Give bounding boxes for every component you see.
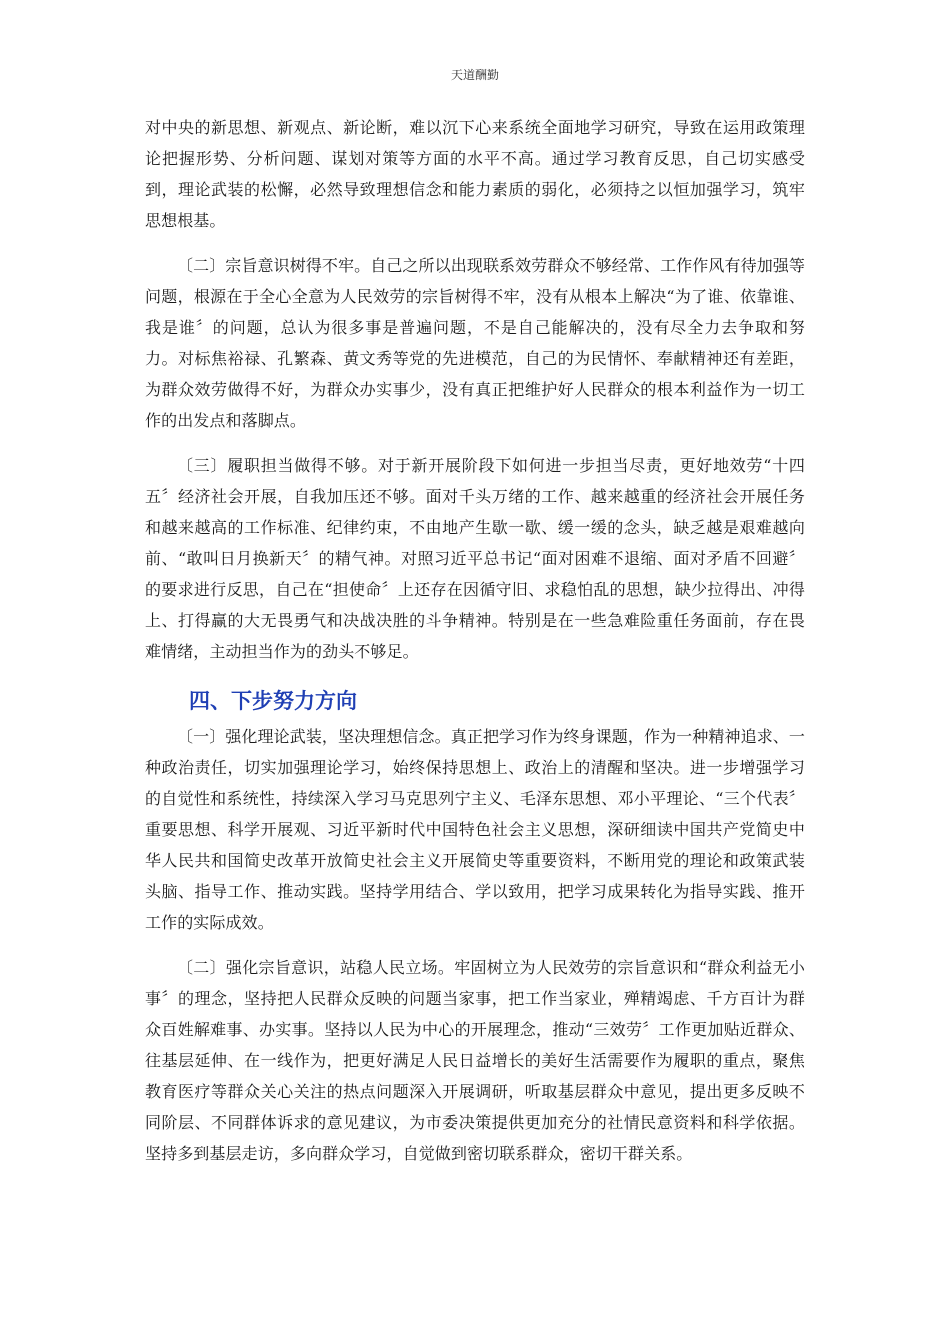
paragraph-theory-study: 〔一〕强化理论武装，坚决理想信念。真正把学习作为终身课题，作为一种精神追求、一种政治责任，切实加强理论学习，始终保持思想上、政治上的清醒和坚决。进一步增强学习的自觉性和系统性，持续深入学习马克思列宁主义、毛泽东思想、邓小平理论、“三个代表〞重要思想、科学开展观、习近平新时代中国特色社会主义思想，深研细读中国共产党简史中华人民共和国简史改革开放简史社会主义开展简史等重要资料，不断用党的理论和政策武装头脑、指导工作、推动实践。坚持学用结合、学以致用，把学习成果转化为指导实践、推开工作的实际成效。	[145, 727, 805, 932]
section-heading: 四、下步努力方向	[189, 689, 357, 713]
page-header: 天道酬勤	[450, 68, 499, 82]
paragraph-duty-responsibility: 〔三〕履职担当做得不够。对于新开展阶段下如何进一步担当尽责，更好地效劳“十四五〞经济社会开展，自我加压还不够。面对千头万绪的工作、越来越重的经济社会开展任务和越来越高的工作标准、纪律约束，不由地产生歇一歇、缓一缓的念头，缺乏越是艰难越向前、“敢叫日月换新天〞的精气神。对照习近平总书记“面对困难不退缩、面对矛盾不回避〞的要求进行反思，自己在“担使命〞上还存在因循守旧、求稳怕乱的思想，缺少拉得出、冲得上、打得赢的大无畏勇气和决战决胜的斗争精神。特别是在一些急难险重任务面前，存在畏难情绪，主动担当作为的劲头不够足。	[145, 456, 805, 661]
paragraph-people-stance: 〔二〕强化宗旨意识，站稳人民立场。牢固树立为人民效劳的宗旨意识和“群众利益无小事〞的理念，坚持把人民群众反映的问题当家事，把工作当家业，殚精竭虑、千方百计为群众百姓解难事、办实事。坚持以人民为中心的开展理念，推动“三效劳〞工作更加贴近群众、往基层延伸、在一线作为，把更好满足人民日益增长的美好生活需要作为履职的重点，聚焦教育医疗等群众关心关注的热点问题深入开展调研，听取基层群众中意见，提出更多反映不同阶层、不同群体诉求的意见建议，为市委决策提供更加充分的社情民意资料和科学依据。坚持多到基层走访，多向群众学习，自觉做到密切联系群众，密切干群关系。	[145, 958, 805, 1163]
paragraph-purpose-awareness: 〔二〕宗旨意识树得不牢。自己之所以出现联系效劳群众不够经常、工作作风有待加强等问题，根源在于全心全意为人民效劳的宗旨树得不牢，没有从根本上解决“为了谁、依靠谁、我是谁〞的问题，总认为很多事是普遍问题，不是自己能解决的，没有尽全力去争取和努力。对标焦裕禄、孔繁森、黄文秀等党的先进模范，自己的为民情怀、奉献精神还有差距，为群众效劳做得不好，为群众办实事少，没有真正把维护好人民群众的根本利益作为一切工作的出发点和落脚点。	[145, 256, 805, 430]
paragraph-continuation: 对中央的新思想、新观点、新论断，难以沉下心来系统全面地学习研究，导致在运用政策理论把握形势、分析问题、谋划对策等方面的水平不高。通过学习教育反思，自己切实感受到，理论武装的松懈，必然导致理想信念和能力素质的弱化，必须持之以恒加强学习，筑牢思想根基。	[145, 118, 805, 230]
document-body	[145, 112, 805, 1169]
